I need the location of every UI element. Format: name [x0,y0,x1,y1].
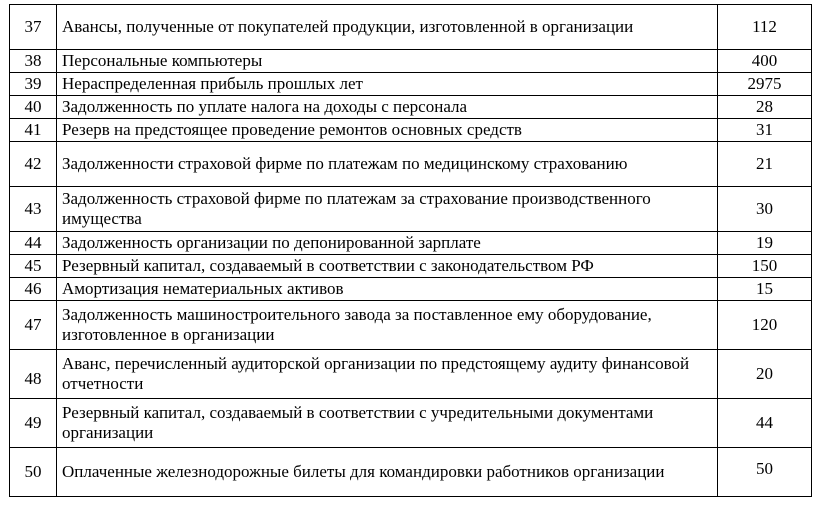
row-number: 43 [10,187,57,232]
row-description: Задолженность страховой фирме по платежам за страхование производственного имущества [57,187,718,232]
row-value: 15 [718,278,812,301]
row-number: 47 [10,301,57,350]
row-number: 39 [10,73,57,96]
row-value: 21 [718,142,812,187]
row-value: 112 [718,5,812,50]
table-row [10,255,812,278]
row-number: 42 [10,142,57,187]
row-value: 120 [718,301,812,350]
row-description: Задолженность машиностроительного завода за поставленное ему оборудование, изготовленное в организации [57,301,718,350]
row-number: 40 [10,96,57,119]
table-row [10,96,812,119]
table-row [10,399,812,448]
row-description: Авансы, полученные от покупателей продукции, изготовленной в организации [57,5,718,50]
row-description: Персональные компьютеры [57,50,718,73]
row-number: 46 [10,278,57,301]
table-row [10,350,812,399]
row-description: Нераспределенная прибыль прошлых лет [57,73,718,96]
row-value: 30 [718,187,812,232]
row-description: Резервный капитал, создаваемый в соответствии с учредительными документами организации [57,399,718,448]
table-row [10,119,812,142]
row-number: 50 [10,448,57,497]
row-value: 400 [718,50,812,73]
row-value: 31 [718,119,812,142]
row-value: 44 [718,399,812,448]
row-number: 37 [10,5,57,50]
table-row [10,142,812,187]
row-description: Задолженность по уплате налога на доходы с персонала [57,96,718,119]
row-description: Оплаченные железнодорожные билеты для командировки работников организации [57,448,718,497]
table-row [10,301,812,350]
row-description: Аванс, перечисленный аудиторской организации по предстоящему аудиту финансовой отчетности [57,350,718,399]
row-description: Резерв на предстоящее проведение ремонтов основных средств [57,119,718,142]
row-number: 41 [10,119,57,142]
table-row [10,73,812,96]
table-row [10,232,812,255]
row-value: 2975 [718,73,812,96]
row-value: 28 [718,96,812,119]
row-description: Резервный капитал, создаваемый в соответствии с законодательством РФ [57,255,718,278]
row-description: Задолженности страховой фирме по платежам по медицинскому страхованию [57,142,718,187]
table-row [10,5,812,50]
row-value: 20 [718,350,812,399]
row-number: 44 [10,232,57,255]
table-row [10,187,812,232]
table-row [10,50,812,73]
row-description: Амортизация нематериальных активов [57,278,718,301]
row-number: 38 [10,50,57,73]
row-number: 45 [10,255,57,278]
row-number: 48 [10,350,57,399]
row-description: Задолженность организации по депонированной зарплате [57,232,718,255]
table-row [10,448,812,497]
row-value: 150 [718,255,812,278]
row-number: 49 [10,399,57,448]
row-value: 19 [718,232,812,255]
row-value: 50 [718,448,812,497]
table-row [10,278,812,301]
accounts-table [9,4,812,497]
